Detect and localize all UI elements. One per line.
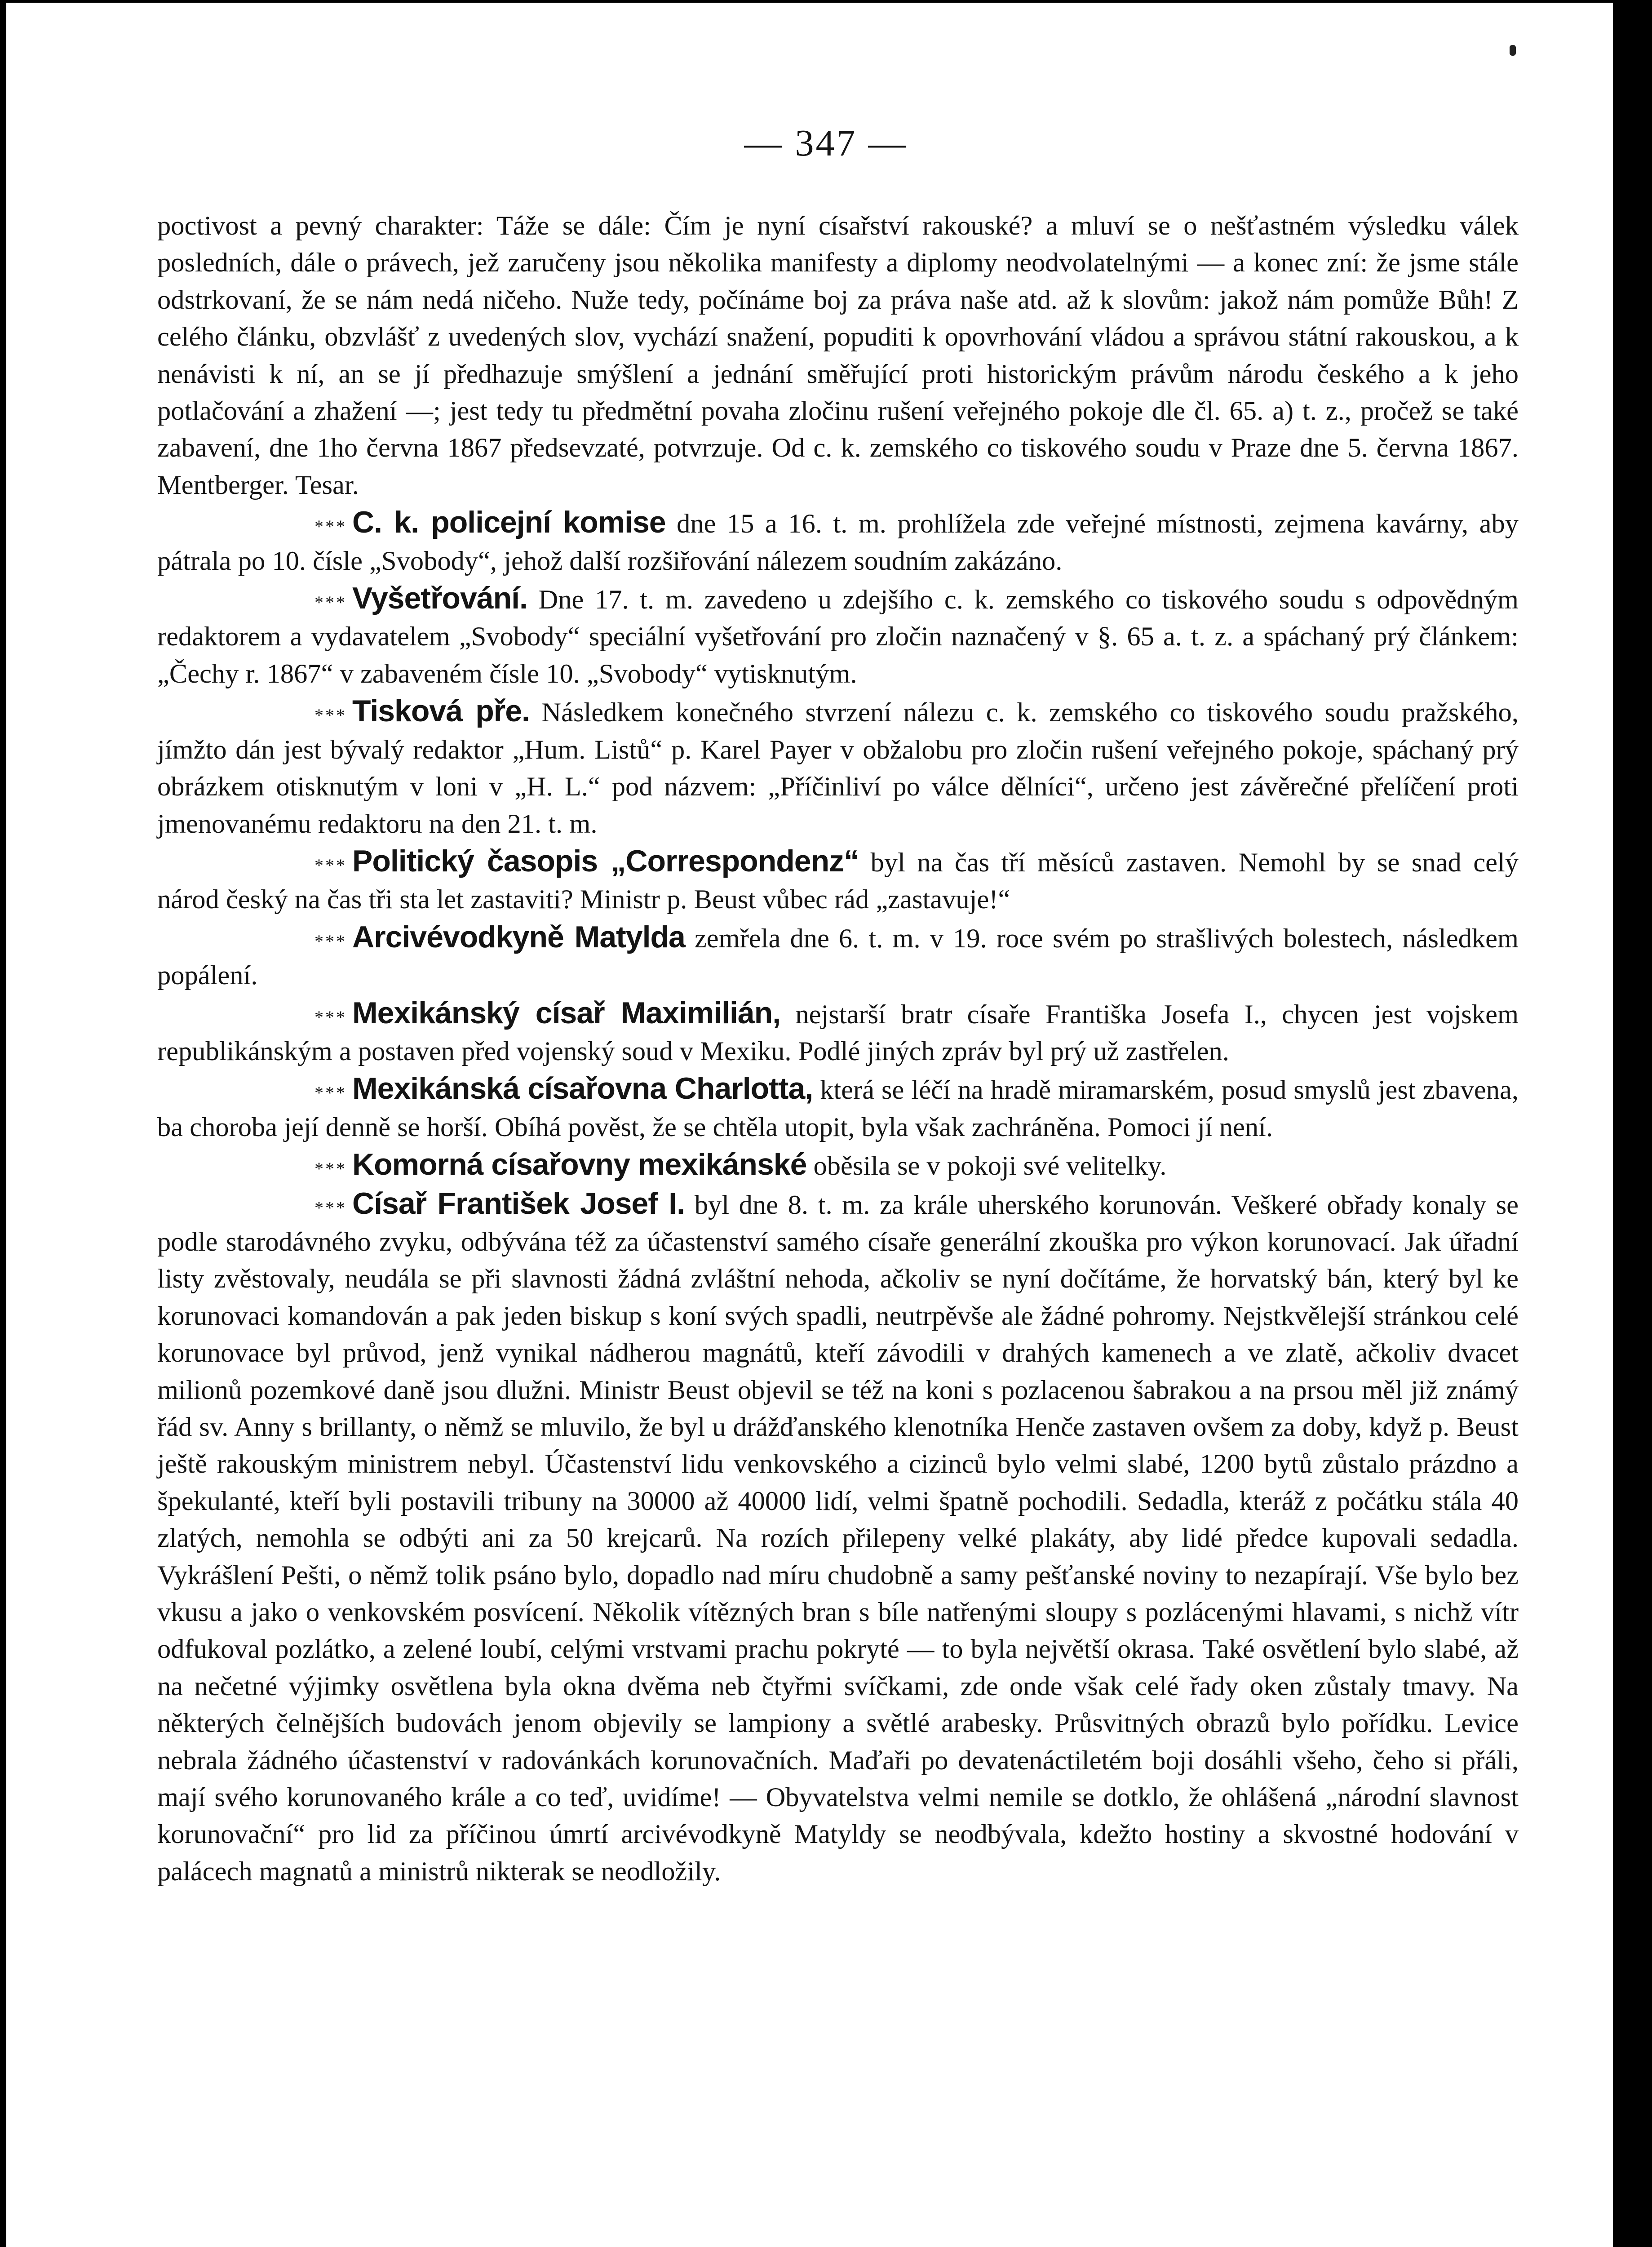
asterism: * * * — [314, 705, 345, 726]
asterism: * * * — [314, 1007, 345, 1027]
asterism: * * * — [314, 931, 345, 951]
news-item — [157, 1146, 1519, 1185]
news-item — [157, 919, 1519, 995]
asterism: * * * — [314, 1159, 345, 1179]
news-item — [157, 693, 1519, 843]
asterism: * * * — [314, 855, 345, 875]
news-text: Následkem konečného stvrzení nálezu c. k. zemského co tiskového soudu pražského, jímžto dán jest bývalý redaktor „Hum. Listů“ p. Karel Payer v obžalobu pro zločin rušení veřejného pokoje, spáchaný prý obrázkem otisknutým v loni v „H. L.“ pod názvem: „Příčinliví po válce dělníci“, určeno jest závěrečné přelíčení proti jmenovanému redaktoru na den 21. t. m. — [157, 697, 1519, 839]
news-item — [157, 1070, 1519, 1146]
asterism: * * * — [314, 516, 345, 537]
asterism: * * * — [314, 1197, 345, 1218]
scan-border-top — [0, 0, 1652, 3]
news-item — [157, 504, 1519, 580]
scan-border-left — [0, 0, 6, 2247]
news-text: nejstarší bratr císaře Františka Josefa I., chycen jest vojskem republikánským a postaven před vojenský soud v Mexiku. Podlé jiných zpráv byl prý už zastřelen. — [157, 999, 1519, 1066]
news-item — [157, 995, 1519, 1070]
news-headline: C. k. policejní komise — [352, 505, 666, 540]
news-headline: Mexikánská císařovna Charlotta, — [352, 1071, 813, 1106]
news-item — [157, 843, 1519, 919]
ink-spot — [1510, 45, 1516, 56]
news-headline: Komorná císařovny mexikánské — [352, 1147, 807, 1182]
asterism: * * * — [314, 1083, 345, 1103]
news-text: zemřela dne 6. t. m. v 19. roce svém po strašlivých bolestech, následkem popálení. — [157, 923, 1519, 991]
news-text: byl na čas tří měsíců zastaven. Nemohl by se snad celý národ český na čas tři sta let zastaviti? Ministr p. Beust vůbec rád „zastavuje!“ — [157, 847, 1519, 915]
scan-border-right — [1613, 0, 1652, 2247]
news-item — [157, 580, 1519, 693]
news-text: oběsila se v pokoji své velitelky. — [806, 1151, 1167, 1181]
news-headline: Vyšetřování. — [352, 581, 527, 616]
news-item — [157, 1185, 1519, 1891]
page-number: — 347 — — [744, 122, 908, 164]
news-headline: Císař František Josef I. — [352, 1186, 685, 1221]
intro-paragraph: poctivost a pevný charakter: Táže se dále: Čím je nyní císařství rakouské? a mluví se o nešťastném výsledku válek posledních, dále o právech, jež zaručeny jsou několika manifesty a diplomy neodvolatelnými — a konec zní: že jsme stále odstrkovaní, že se nám nedá ničeho. Nuže tedy, počínáme boj za práva naše atd. až k slovům: jakož nám pomůže Bůh! Z celého článku, obzvlášť z uvedených slov, vychází snažení, popuditi k opovrhování vládou a správou státní rakouskou, a k nenávisti k ní, an se jí předhazuje smýšlení a jednání směřující proti historickým právům národu českého a k jeho potlačování a zhažení —; jest tedy tu předmětní povaha zločinu rušení veřejného pokoje dle čl. 65. a) t. z., pročež se také zabavení, dne 1ho června 1867 předsevzaté, potvrzuje. Od c. k. zemského co tiskového soudu v Praze dne 5. června 1867. Mentberger. Tesar. — [157, 211, 1519, 500]
news-headline: Arcivévodkyně Matylda — [352, 919, 685, 954]
asterism: * * * — [314, 592, 345, 613]
news-text: byl dne 8. t. m. za krále uherského korunován. Veškeré obřady konaly se podle starodávného zvyku, odbývána též za účastenství samého císaře generální zkouška pro výkon korunovací. Jak úřadní listy zvěstovaly, neudála se při slavnosti žádná zvláštní nehoda, ačkoliv se nyní dočítáme, že horvatský bán, který byl ke korunovaci komandován a pak jeden biskup s koní svých spadli, neutrpěvše ale žádné pohromy. Nejstkvělejší stránkou celé korunovace byl průvod, jenž vynikal nádherou magnátů, kteří závodili v drahých kamenech a ve zlatě, ačkoliv dvacet milionů pozemkové daně jsou dlužni. Ministr Beust objevil se též na koni s pozlacenou šabrakou a na prsou měl již známý řád sv. Anny s brillanty, o němž se mluvilo, že byl u drážďanského klenotníka Henče zastaven ovšem za doby, když p. Beust ještě rakouským ministrem nebyl. Účastenství lidu venkovského a cizinců bylo velmi slabé, 1200 bytů zůstalo prázdno a špekulanté, kteří byli postavili tribuny na 30000 až 40000 lidí, velmi špatně pochodili. Sedadla, kteráž z počátku stála 40 zlatých, nemohla se odbýti ani za 50 krejcarů. Na rozích přilepeny velké plakáty, aby lidé předce kupovali sedadla. Vykrášlení Pešti, o němž tolik psáno bylo, dopadlo nad míru chudobně a samy pešťanské noviny to nezapírají. Vše bylo bez vkusu a jako o venkovském posvícení. Několik vítězných bran s bíle natřenými sloupy s pozlácenými hlavami, s nichž vítr odfukoval pozlátko, a zelené loubí, celými vrstvami prachu pokryté — to byla největší okrasa. Také osvětlení bylo slabé, až na nečetné výjimky osvětlena byla okna dvěma neb čtyřmi svíčkami, zde onde však celé řady oken zůstaly tmavy. Na některých čelnějších budovách jenom objevily se lampiony a světlé arabesky. Průsvitných obrazů bylo pořídku. Levice nebrala žádného účastenství v radovánkách korunovačních. Maďaři po devatenáctiletém boji dosáhli všeho, čeho si přáli, mají svého korunovaného krále a co teď, uvidíme! — Obyvatelstva velmi nemile se dotklo, že ohlášená „národní slavnost korunovační“ pro lid za příčinou úmrtí arcivévodkyně Matyldy se neodbývala, kdežto hostiny a skvostné hodování v palácech magnatů a ministrů nikterak se neodložily. — [157, 1190, 1519, 1887]
news-headline: Politický časopis „Correspondenz“ — [352, 844, 859, 878]
news-headline: Tisková pře. — [352, 694, 530, 728]
news-text: která se léčí na hradě miramarském, posud smyslů jest zbavena, ba choroba její denně se horší. Obíhá pověst, že se chtěla utopit, byla však zachráněna. Pomoci jí není. — [157, 1075, 1519, 1142]
news-headline: Mexikánský císař Maximilián, — [352, 995, 781, 1030]
article-body — [157, 208, 1519, 1890]
news-text: dne 15 a 16. t. m. prohlížela zde veřejné místnosti, zejmena kavárny, aby pátrala po 10. čísle „Svobody“, jehož další rozšiřování nálezem soudním zakázáno. — [157, 509, 1519, 576]
news-text: Dne 17. t. m. zavedeno u zdejšího c. k. zemského co tiskového soudu s odpovědným redaktorem a vydavatelem „Svobody“ speciální vyšetřování pro zločin naznačený v §. 65 a. t. z. a spáchaný prý článkem: „Čechy r. 1867“ v zabaveném čísle 10. „Svobody“ vytisknutým. — [157, 585, 1519, 689]
